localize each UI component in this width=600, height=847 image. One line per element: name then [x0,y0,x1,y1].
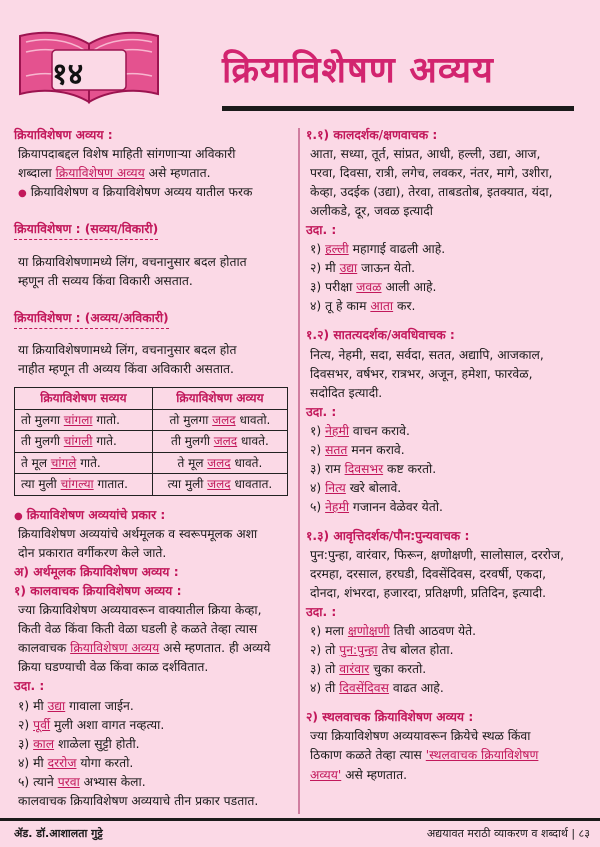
example-item: ४) ती दिवसेंदिवस वाढत आहे. [310,681,444,696]
example-item: ४) तू हे काम आता कर. [310,299,416,314]
left-column [14,126,292,811]
section-text: नाहीत म्हणून ती अव्यय किंवा अविकारी असतात. [18,362,234,377]
column-divider [298,128,300,814]
subsection-heading: १.३) आवृत्तिदर्शक/पौन:पुन्यवाचक : [306,528,470,543]
word-list: पुन:पुन्हा, वारंवार, फिरून, क्षणोक्षणी, सालोसाल, दररोज, [310,547,565,562]
word-list: अलीकडे, दूर, जवळ इत्यादी [310,204,433,219]
example-label: उदा. : [306,223,337,238]
footer-book-title: अद्ययावत मराठी व्याकरण व शब्दार्थ | ८३ [426,827,590,840]
example-item: ३) तो वारंवार चुका करतो. [310,662,427,677]
kal-text: क्रिया घडण्याची वेळ किंवा काळ दर्शवितात. [18,660,209,675]
example-item: १) मला क्षणोक्षणी तिची आठवण येते. [310,624,477,639]
example-item: ४) मी दररोज योगा करतो. [18,755,134,770]
table-row: ते मूल चांगले गाते. ते मूल जलद धावते. [15,452,288,474]
subsection-heading: १) कालवाचक क्रियाविशेषण अव्यय : [14,584,182,599]
table-row: तो मुलगा चांगला गातो. तो मुलगा जलद धावतो. [15,409,288,431]
example-item: ४) नित्य खरे बोलावे. [310,480,402,495]
example-item: १) हल्ली महागाई वाढली आहे. [310,242,446,257]
chapter-number: १४ [52,57,84,92]
table-row: त्या मुली चांगल्या गातात. त्या मुली जलद धावतात. [15,474,288,496]
word-list: सदोदित इत्यादी. [310,385,383,400]
word-list: परवा, दिवसा, रात्री, लगेच, लवकर, नंतर, मागे, उशीरा, [310,166,553,181]
example-item: ३) राम दिवसभर कष्ट करतो. [310,461,437,476]
section-text: या क्रियाविशेषणामध्ये लिंग, वचनानुसार बदल होतात [18,254,247,269]
page-footer [0,818,600,847]
types-text: क्रियाविशेषण अव्ययांचे अर्थमूलक व स्वरूपमूलक अशा [18,527,258,542]
example-item: ५) त्याने परवा अभ्यास केला. [18,774,146,789]
example-item: १) मी उद्या गावाला जाईन. [18,698,134,713]
section-heading: क्रियाविशेषण : (सव्यय/विकारी) [14,220,158,240]
types-text: दोन प्रकारात वर्गीकरण केले जाते. [18,546,167,561]
chapter-header [0,0,600,120]
kal-text: किती वेळ किंवा किती वेळा घडली हे कळते तेव्हा त्यास [18,622,258,637]
section-heading: क्रियाविशेषण : (अव्यय/अविकारी) [14,309,169,329]
closing-text: कालवाचक क्रियाविशेषण अव्ययाचे तीन प्रकार पडतात. [18,793,259,808]
example-item: ५) नेहमी गजानन वेळेवर येतो. [310,499,443,514]
example-label: उदा. : [14,679,45,694]
bullet-point: ● क्रियाविशेषण व क्रियाविशेषण अव्यय यातील फरक [14,183,292,202]
table-row: ती मुलगी चांगली गाते. ती मुलगी जलद धावते. [15,431,288,453]
footer-author: ॲड. डॉ.आशालता गुट्टे [14,827,103,840]
page-title: क्रियाविशेषण अव्यय [222,50,494,91]
keyword: क्रियाविशेषण अव्यय [55,166,145,181]
word-list: केव्हा, उदईक (उद्या), तेरवा, ताबडतोब, इतक्यात, यंदा, [310,185,553,200]
bullet-point: ● क्रियाविशेषण अव्ययांचे प्रकार : [14,506,292,525]
subsection-heading: अ) अर्थमूलक क्रियाविशेषण अव्यय : [14,565,179,580]
table-header: क्रियाविशेषण सव्यय [15,388,153,410]
subsection-heading: १.२) सातत्यदर्शक/अवधिवाचक : [306,328,455,343]
section-text: ज्या क्रियाविशेषण अव्ययावरून क्रियेचे स्थळ किंवा [310,729,531,744]
definition-text: शब्दाला क्रियाविशेषण अव्यय असे म्हणतात. [18,166,211,181]
title-rule [222,106,574,111]
right-column [306,126,588,785]
definition-heading: क्रियाविशेषण अव्यय : [14,128,113,142]
example-item: १) नेहमी वाचन करावे. [310,423,410,438]
kal-text: कालवाचक क्रियाविशेषण अव्यय असे म्हणतात. ही अव्यये [18,641,271,656]
word-list: आता, सध्या, तूर्त, सांप्रत, आधी, हल्ली, उद्या, आज, [310,147,541,162]
word-list: दिवसभर, वर्षभर, रात्रभर, अजून, हमेशा, फारवेळ, [310,366,533,381]
section-text: या क्रियाविशेषणामध्ये लिंग, वचनानुसार बदल होत [18,342,237,357]
subsection-heading: १.१) कालदर्शक/क्षणवाचक : [306,128,438,142]
section-text: म्हणून ती सव्यय किंवा विकारी असतात. [18,273,193,288]
example-label: उदा. : [306,605,337,620]
section-text: अव्यय' असे म्हणतात. [310,767,408,782]
word-list: दोनदा, शंभरदा, हजारदा, प्रतिक्षणी, प्रतिदिन, इत्यादी. [310,586,547,601]
word-list: दरमहा, दरसाल, हरघडी, दिवसेंदिवस, दरवर्षी, एकदा, [310,567,546,582]
example-item: ३) परीक्षा जवळ आली आहे. [310,280,437,295]
example-item: ३) काल शाळेला सुट्टी होती. [18,736,140,751]
example-item: २) सतत मनन करावे. [310,442,405,457]
subsection-heading: २) स्थलवाचक क्रियाविशेषण अव्यय : [306,710,474,725]
comparison-table [14,387,288,496]
example-item: २) मी उद्या जाऊन येतो. [310,261,416,276]
section-text: ठिकाण कळते तेव्हा त्यास 'स्थलवाचक क्रियाविशेषण [310,748,539,763]
definition-text: क्रियापदाबद्दल विशेष माहिती सांगणाऱ्या अविकारी [18,147,236,162]
table-header: क्रियाविशेषण अव्यय [152,388,287,410]
kal-text: ज्या क्रियाविशेषण अव्ययावरून वाक्यातील क्रिया केव्हा, [18,603,262,618]
word-list: नित्य, नेहमी, सदा, सर्वदा, सतत, अद्यापि, आजकाल, [310,347,544,362]
example-item: २) पूर्वी मुली अशा वागत नव्हत्या. [18,717,165,732]
open-book-icon [14,28,164,106]
example-item: २) तो पुन:पुन्हा तेच बोलत होता. [310,643,454,658]
example-label: उदा. : [306,404,337,419]
